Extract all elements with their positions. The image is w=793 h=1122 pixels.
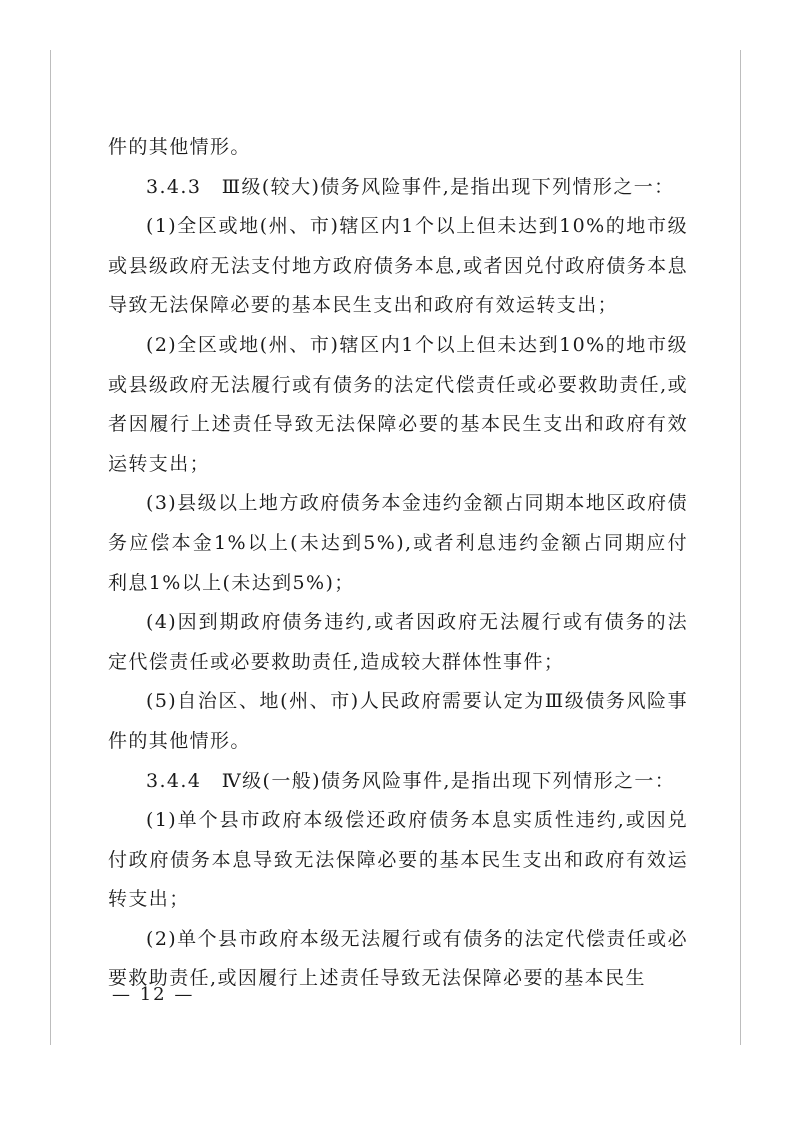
- page-number: — 12 —: [112, 984, 195, 1005]
- paragraph-item: (2)全区或地(州、市)辖区内1个以上但未达到10%的地市级或县级政府无法履行或有债务的法定代偿责任或必要救助责任,或者因履行上述责任导致无法保障必要的基本民生支出和政府有效运转支出；: [108, 333, 688, 475]
- left-margin-line: [50, 50, 51, 1045]
- document-body: [108, 128, 688, 999]
- paragraph-item: (1)单个县市政府本级偿还政府债务本息实质性违约,或因兑付政府债务本息导致无法保障必要的基本民生支出和政府有效运转支出；: [108, 809, 688, 911]
- paragraph-item: (5)自治区、地(州、市)人民政府需要认定为Ⅲ级债务风险事件的其他情形。: [108, 690, 688, 752]
- section-heading-3-4-4: 3.4.4 Ⅳ级(一般)债务风险事件,是指出现下列情形之一：: [146, 769, 676, 792]
- paragraph-continuation: 件的其他情形。: [108, 136, 251, 158]
- right-margin-line: [740, 50, 741, 1045]
- section-heading-3-4-3: 3.4.3 Ⅲ级(较大)债务风险事件,是指出现下列情形之一：: [146, 175, 675, 198]
- paragraph-item: (2)单个县市政府本级无法履行或有债务的法定代偿责任或必要救助责任,或因履行上述责任导致无法保障必要的基本民生: [108, 927, 688, 990]
- paragraph-item: (3)县级以上地方政府债务本金违约金额占同期本地区政府债务应偿本金1%以上(未达到5%),或者利息违约金额占同期应付利息1%以上(未达到5%)；: [108, 492, 688, 594]
- paragraph-item: (4)因到期政府债务违约,或者因政府无法履行或有债务的法定代偿责任或必要救助责任,造成较大群体性事件；: [108, 611, 688, 673]
- paragraph-item: (1)全区或地(州、市)辖区内1个以上但未达到10%的地市级或县级政府无法支付地方政府债务本息,或者因兑付政府债务本息导致无法保障必要的基本民生支出和政府有效运转支出；: [108, 215, 688, 317]
